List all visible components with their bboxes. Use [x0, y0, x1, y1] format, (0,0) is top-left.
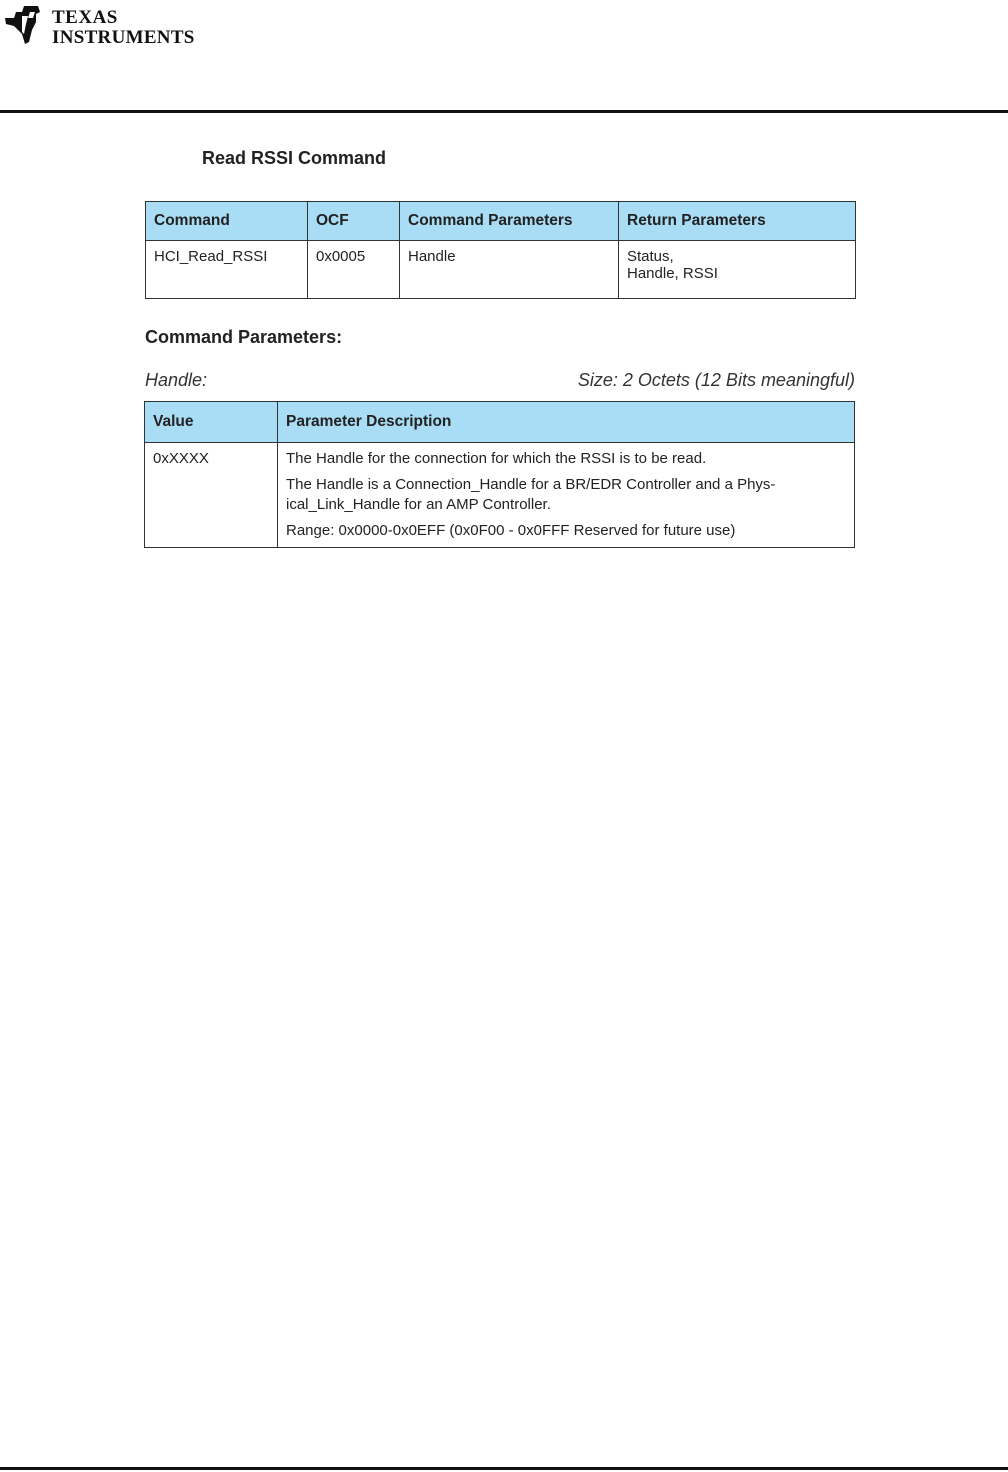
parameter-table	[144, 401, 855, 548]
brand-line-2: INSTRUMENTS	[52, 27, 195, 48]
table-row	[146, 241, 856, 299]
header-command-parameters: Command Parameters	[400, 202, 619, 241]
handle-size-row	[145, 370, 855, 391]
header-parameter-description: Parameter Description	[278, 402, 855, 443]
cell-value: 0xXXXX	[145, 443, 278, 548]
description-line-3: Range: 0x0000-0x0EFF (0x0F00 - 0x0FFF Reserved for future use)	[286, 522, 736, 539]
footer-divider	[0, 1467, 1008, 1470]
handle-size: Size: 2 Octets (12 Bits meaningful)	[577, 370, 855, 390]
brand-line-1: TEXAS	[52, 7, 118, 28]
return-parameters-line-1: Status,	[627, 248, 674, 265]
cell-command: HCI_Read_RSSI	[146, 241, 308, 299]
ti-logo	[2, 2, 202, 50]
handle-label: Handle:	[145, 370, 208, 390]
header-value: Value	[145, 402, 278, 443]
command-table	[145, 201, 856, 299]
description-line-2: The Handle is a Connection_Handle for a BR/EDR Controller and a Phys-ical_Link_Handle for an AMP Controller.	[286, 476, 776, 513]
cell-ocf: 0x0005	[308, 241, 400, 299]
command-parameters-heading: Command Parameters:	[145, 327, 343, 347]
command-table-header-row	[146, 202, 856, 241]
cell-command-parameters: Handle	[400, 241, 619, 299]
section-title: Read RSSI Command	[202, 148, 387, 168]
ti-logo-icon	[2, 4, 50, 46]
header-divider	[0, 110, 1008, 113]
cell-return-parameters	[619, 241, 856, 299]
header-return-parameters: Return Parameters	[619, 202, 856, 241]
header-ocf: OCF	[308, 202, 400, 241]
description-line-1: The Handle for the connection for which the RSSI is to be read.	[286, 450, 707, 467]
cell-parameter-description	[278, 443, 855, 548]
table-row	[145, 443, 855, 548]
header-command: Command	[146, 202, 308, 241]
return-parameters-line-2: Handle, RSSI	[627, 265, 718, 282]
parameter-table-header-row	[145, 402, 855, 443]
